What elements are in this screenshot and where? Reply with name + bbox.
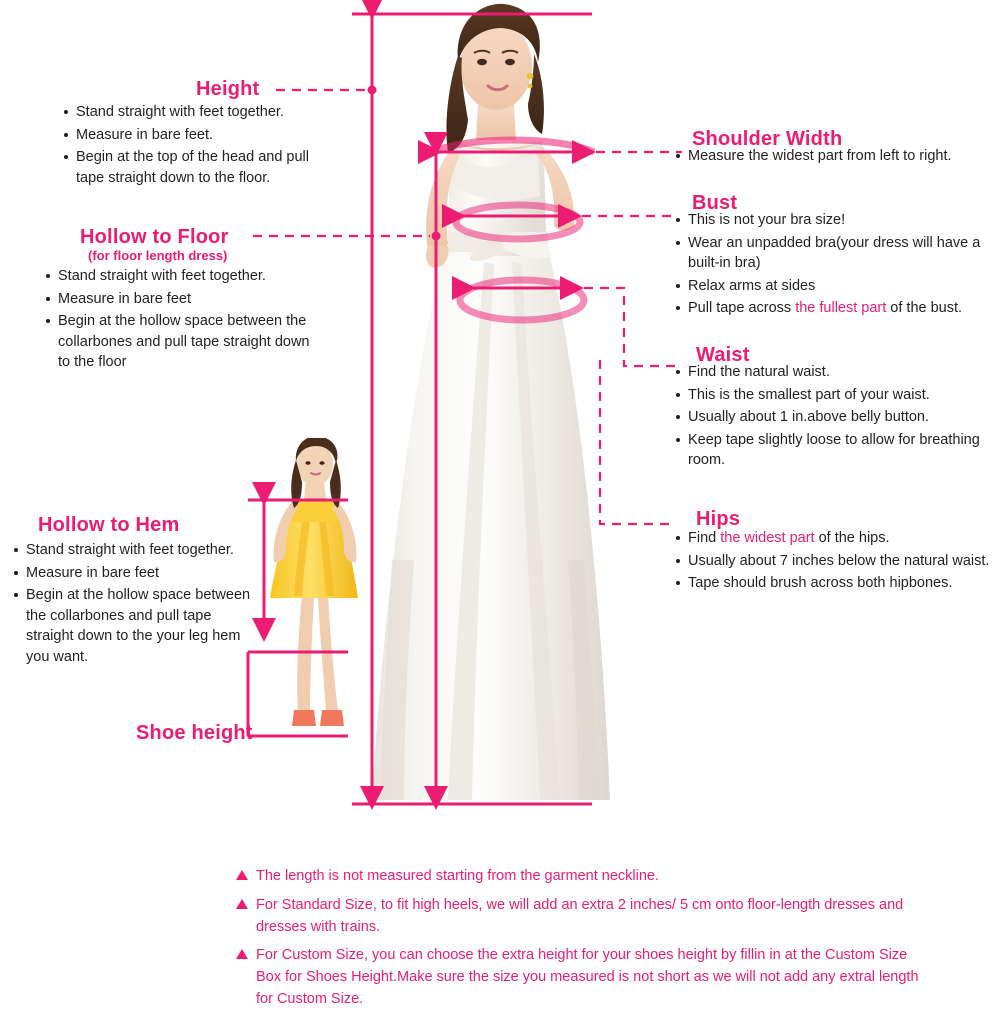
footer-note: For Standard Size, to fit high heels, we will add an extra 2 inches/ 5 cm onto floor-length dresses and dresses with trains.: [236, 895, 936, 939]
list-item: [674, 528, 994, 549]
list-item: Begin at the top of the head and pull tape straight down to the floor.: [62, 147, 332, 188]
hollow-to-hem-list: [12, 540, 252, 669]
shoe-height-heading: Shoe height: [136, 722, 253, 744]
waist-list: [674, 362, 994, 473]
list-item: Begin at the hollow space between the collarbones and pull tape straight down to the floor: [44, 311, 324, 373]
hips-widest-suffix: of the hips.: [814, 530, 890, 546]
waist-heading: Waist: [696, 344, 750, 366]
list-item: Wear an unpadded bra(your dress will have a built-in bra): [674, 233, 996, 274]
list-item: This is not your bra size!: [674, 210, 996, 231]
list-item: Keep tape slightly loose to allow for breathing room.: [674, 430, 994, 471]
footer-note: The length is not measured starting from the garment neckline.: [236, 866, 936, 888]
shoulder-width-list: [674, 146, 994, 169]
hips-heading: Hips: [696, 508, 741, 530]
list-item: Stand straight with feet together.: [12, 540, 252, 561]
list-item: Stand straight with feet together.: [62, 102, 332, 123]
bust-fullest-emphasis: the fullest part: [795, 300, 887, 317]
bust-fullest-prefix: Pull tape across: [688, 300, 796, 317]
list-item: Measure the widest part from left to right.: [674, 146, 994, 167]
bust-list: [674, 210, 996, 321]
list-item: Usually about 7 inches below the natural waist.: [674, 551, 994, 572]
shoulder-width-heading: Shoulder Width: [692, 128, 843, 150]
hollow-to-floor-heading: Hollow to Floor: [80, 226, 229, 248]
list-item: [674, 298, 996, 319]
list-item: Measure in bare feet: [44, 289, 324, 310]
height-list: [62, 102, 332, 190]
list-item: Usually about 1 in.above belly button.: [674, 407, 994, 428]
list-item: Stand straight with feet together.: [44, 266, 324, 287]
list-item: Measure in bare feet.: [62, 125, 332, 146]
list-item: This is the smallest part of your waist.: [674, 385, 994, 406]
hollow-to-hem-heading: Hollow to Hem: [38, 514, 180, 536]
bust-heading: Bust: [692, 192, 738, 214]
footer-notes: [236, 866, 936, 1018]
list-item: Measure in bare feet: [12, 563, 252, 584]
list-item: Tape should brush across both hipbones.: [674, 573, 994, 594]
hips-widest-emphasis: the widest part: [720, 530, 815, 546]
hollow-to-floor-list: [44, 266, 324, 375]
hips-list: [674, 528, 994, 596]
footer-note: For Custom Size, you can choose the extra height for your shoes height by fillin in at the Custom Size Box for Shoes Height.Make sure the size you measured is not short as we will not add any extral length for Custom Size.: [236, 945, 936, 1010]
hips-widest-prefix: Find: [688, 530, 721, 546]
list-item: Relax arms at sides: [674, 276, 996, 297]
hollow-to-floor-subheading: (for floor length dress): [88, 248, 228, 263]
list-item: Find the natural waist.: [674, 362, 994, 383]
list-item: Begin at the hollow space between the collarbones and pull tape straight down to the your leg hem you want.: [12, 585, 252, 667]
height-heading: Height: [196, 78, 260, 100]
bust-fullest-suffix: of the bust.: [886, 300, 963, 317]
